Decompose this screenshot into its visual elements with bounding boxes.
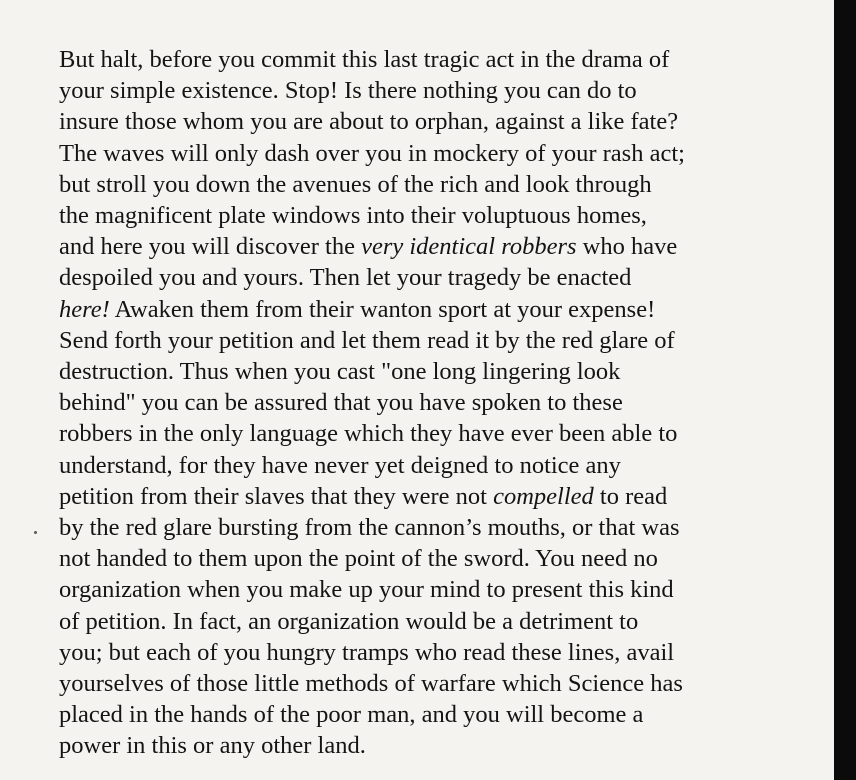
text-line	[59, 294, 829, 325]
text-segment: but stroll you down the avenues of the rich and look through	[59, 170, 652, 198]
text-line	[59, 387, 829, 418]
text-line	[59, 169, 829, 200]
text-segment: by the red glare bursting from the cannon’s mouths, or that was	[59, 514, 680, 542]
text-segment: destruction. Thus when you cast "one long lingering look	[59, 358, 621, 386]
text-segment: Send forth your petition and let them read it by the red glare of	[59, 326, 675, 354]
text-segment: of petition. In fact, an organization would be a detriment to	[59, 607, 639, 635]
text-line	[59, 106, 829, 137]
text-segment: power in this or any other land.	[59, 732, 366, 760]
text-line	[59, 75, 829, 106]
text-line	[59, 606, 829, 637]
text-line	[59, 450, 829, 481]
text-line	[59, 699, 829, 730]
text-segment: petition from their slaves that they were not	[59, 482, 494, 510]
text-segment: your simple existence. Stop! Is there nothing you can do to	[59, 77, 637, 105]
text-line	[59, 138, 829, 169]
text-line	[59, 325, 829, 356]
text-segment: robbers in the only language which they have ever been able to	[59, 420, 678, 448]
italic-text: here!	[59, 295, 110, 323]
text-segment: the magnificent plate windows into their voluptuous homes,	[59, 202, 647, 230]
scan-border	[834, 0, 856, 780]
text-segment: who have	[576, 233, 678, 261]
text-line	[59, 512, 829, 543]
text-segment: behind" you can be assured that you have spoken to these	[59, 389, 623, 417]
text-line	[59, 668, 829, 699]
scan-speck	[34, 531, 37, 534]
text-segment: organization when you make up your mind to present this kind	[59, 576, 674, 604]
text-segment: understand, for they have never yet deigned to notice any	[59, 451, 621, 479]
text-line	[59, 574, 829, 605]
text-line	[59, 200, 829, 231]
text-segment: placed in the hands of the poor man, and you will become a	[59, 701, 644, 729]
text-line	[59, 418, 829, 449]
text-segment: insure those whom you are about to orphan, against a like fate?	[59, 108, 679, 136]
text-segment: you; but each of you hungry tramps who read these lines, avail	[59, 638, 675, 666]
text-line	[59, 44, 829, 75]
text-segment: Awaken them from their wanton sport at your expense!	[109, 295, 656, 323]
text-segment: to read	[593, 482, 668, 510]
text-segment: The waves will only dash over you in mockery of your rash act;	[59, 139, 685, 167]
text-segment: But halt, before you commit this last tragic act in the drama of	[59, 46, 670, 73]
text-segment: despoiled you and yours. Then let your tragedy be enacted	[59, 264, 632, 292]
italic-text: compelled	[493, 482, 594, 510]
text-line	[59, 356, 829, 387]
text-line	[59, 637, 829, 668]
text-segment: and here you will discover the	[59, 233, 362, 261]
text-line	[59, 262, 829, 293]
body-text	[59, 44, 829, 762]
text-line	[59, 231, 829, 262]
text-line	[59, 481, 829, 512]
text-line	[59, 730, 829, 761]
text-line	[59, 543, 829, 574]
italic-text: very identical robbers	[361, 233, 577, 261]
text-segment: not handed to them upon the point of the sword. You need no	[59, 545, 658, 573]
text-segment: yourselves of those little methods of warfare which Science has	[59, 670, 683, 698]
